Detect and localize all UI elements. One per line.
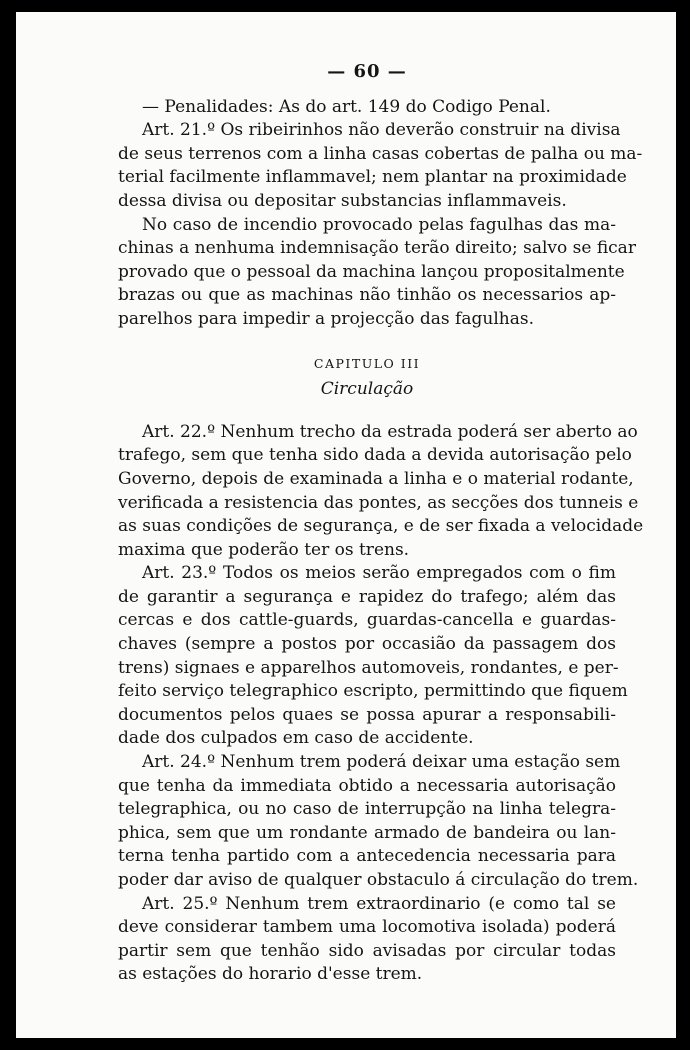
paragraph [118, 119, 643, 213]
text-line: parelhos para impedir a projecção das fagulhas. [118, 308, 534, 329]
text-line: terna tenha partido com a antecedencia necessaria para [118, 846, 616, 867]
paragraphs-after [118, 421, 644, 987]
page-number: — 60 — [327, 61, 407, 82]
paragraph [118, 751, 639, 893]
paragraph [118, 214, 636, 332]
text-line: de seus terrenos com a linha casas cobertas de palha ou ma- [118, 143, 643, 164]
text-line: Art. 21.º Os ribeirinhos não deverão construir na divisa [142, 120, 621, 141]
text-line: telegraphica, ou no caso de interrupção na linha telegra- [118, 799, 616, 820]
text-line: Art. 22.º Nenhum trecho da estrada poderá ser aberto ao [142, 421, 638, 442]
text-line: feito serviço telegraphico escripto, permittindo que fiquem [118, 681, 628, 702]
paragraph [118, 562, 628, 751]
text-line: chaves (sempre a postos por occasião da passagem dos [118, 634, 616, 655]
text-line: as estações do horario d'esse trem. [118, 964, 423, 985]
text-line: — Penalidades: As do art. 149 do Codigo Penal. [142, 96, 551, 117]
text-line: trens) signaes e apparelhos automoveis, rondantes, e per- [118, 657, 619, 678]
text-line: de garantir a segurança e rapidez do trafego; além das [118, 586, 616, 607]
paragraph [118, 893, 616, 987]
text-line: partir sem que tenhão sido avisadas por circular todas [118, 940, 616, 961]
text-line: No caso de incendio provocado pelas fagulhas das ma- [142, 214, 616, 235]
text-line: verificada a resistencia das pontes, as secções dos tunneis e [118, 492, 639, 513]
section-title: Circulação [320, 379, 414, 400]
text-line: terial facilmente inflammavel; nem plantar na proximidade [118, 167, 627, 188]
text-line: Art. 23.º Todos os meios serão empregados com o fim [142, 563, 616, 584]
text-line: chinas a nenhuma indemnisação terão direito; salvo se ficar [118, 238, 636, 259]
text-line: trafego, sem que tenha sido dada a devida autorisação pelo [118, 445, 632, 466]
text-line: Governo, depois de examinada a linha e o material rodante, [118, 468, 634, 489]
page-text-block [118, 60, 644, 987]
chapter-heading: CAPITULO III [313, 355, 421, 371]
document-page [16, 12, 676, 1038]
text-line: que tenha da immediata obtido a necessaria autorisação [118, 775, 616, 796]
text-line: documentos pelos quaes se possa apurar a responsabili- [118, 704, 616, 725]
text-line: Art. 24.º Nenhum trem poderá deixar uma estação sem [142, 752, 621, 773]
text-line: Art. 25.º Nenhum trem extraordinario (e como tal se [142, 893, 616, 914]
text-line: brazas ou que as machinas não tinhão os necessarios ap- [118, 285, 616, 306]
text-line: provado que o pessoal da machina lançou propositalmente [118, 261, 625, 282]
text-line: dessa divisa ou depositar substancias inflammaveis. [118, 190, 567, 211]
paragraph [118, 96, 616, 120]
text-line: maxima que poderão ter os trens. [118, 539, 410, 560]
text-line: poder dar aviso de qualquer obstaculo á circulação do trem. [118, 870, 639, 890]
paragraphs-before [118, 96, 643, 332]
text-line: deve considerar tambem uma locomotiva isolada) poderá [118, 917, 616, 938]
text-line: cercas e dos cattle-guards, guardas-cancella e guardas- [118, 610, 616, 631]
text-line: as suas condições de segurança, e de ser fixada a velocidade [118, 516, 644, 537]
text-line: phica, sem que um rondante armado de bandeira ou lan- [118, 822, 616, 843]
text-line: dade dos culpados em caso de accidente. [118, 728, 474, 749]
paragraph [118, 421, 644, 563]
